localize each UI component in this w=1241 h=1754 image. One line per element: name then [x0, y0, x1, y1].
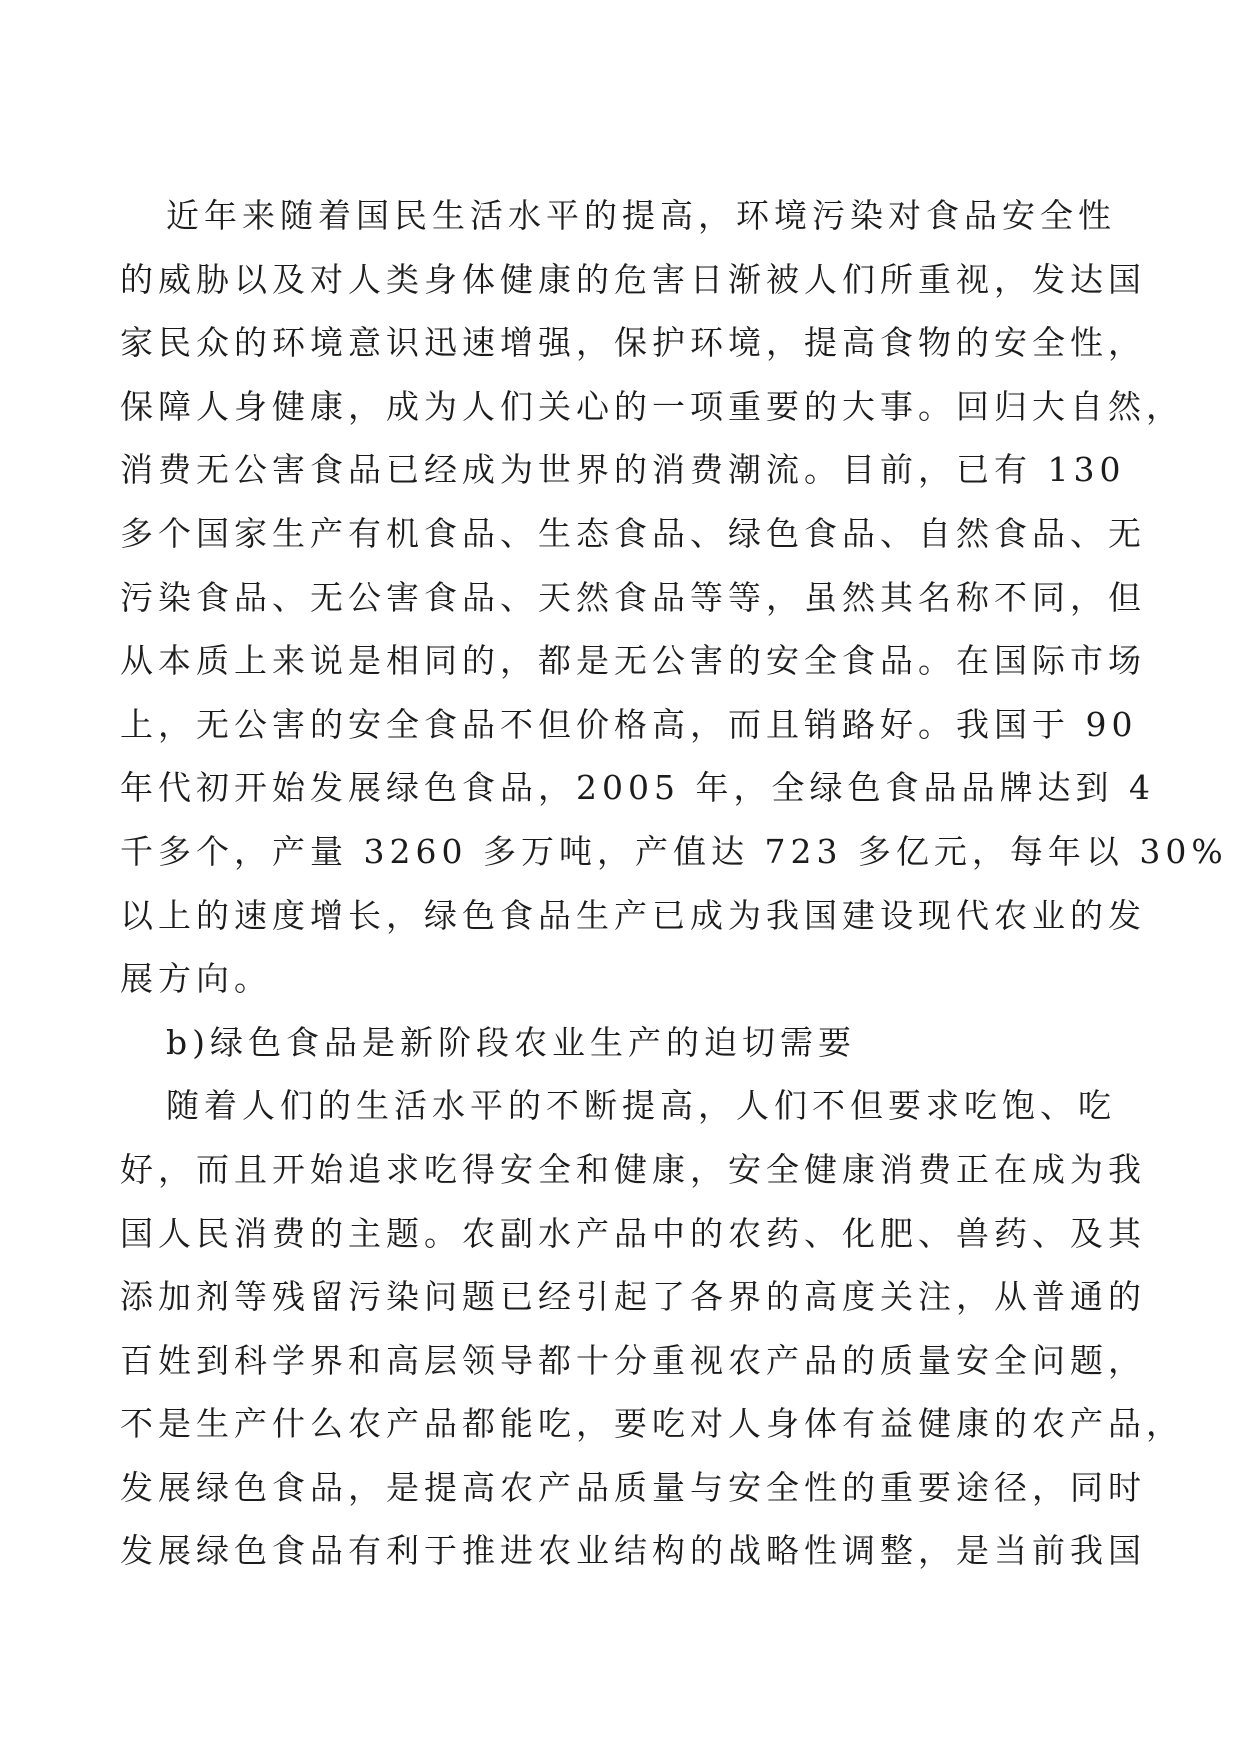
section-heading: b)绿色食品是新阶段农业生产的迫切需要: [166, 1022, 856, 1062]
text-line: 消费无公害食品已经成为世界的消费潮流。目前，已有 130: [120, 450, 1126, 490]
text-line: 添加剂等残留污染问题已经引起了各界的高度关注，从普通的: [120, 1277, 1146, 1317]
text-line: 上，无公害的安全食品不但价格高，而且销路好。我国于 90: [120, 704, 1138, 744]
text-line: 展方向。: [120, 959, 272, 999]
text-line: 国人民消费的主题。农副水产品中的农药、化肥、兽药、及其: [120, 1213, 1146, 1253]
text-line: 不是生产什么农产品都能吃，要吃对人身体有益健康的农产品，: [120, 1404, 1184, 1444]
document-body: [120, 184, 1228, 1583]
text-line: 家民众的环境意识迅速增强，保护环境，提高食物的安全性，: [120, 323, 1146, 363]
text-line: 年代初开始发展绿色食品，2005 年，全绿色食品品牌达到 4: [120, 768, 1155, 808]
text-line: 以上的速度增长，绿色食品生产已成为我国建设现代农业的发: [120, 895, 1146, 935]
text-line: 多个国家生产有机食品、生态食品、绿色食品、自然食品、无: [120, 513, 1146, 553]
text-line: 千多个，产量 3260 多万吨，产值达 723 多亿元，每年以 30%: [120, 831, 1228, 871]
text-line: 近年来随着国民生活水平的提高，环境污染对食品安全性: [166, 196, 1116, 235]
text-line: 发展绿色食品，是提高农产品质量与安全性的重要途径，同时: [120, 1467, 1146, 1507]
text-line: 随着人们的生活水平的不断提高，人们不但要求吃饱、吃: [166, 1086, 1116, 1126]
text-line: 好，而且开始追求吃得安全和健康，安全健康消费正在成为我: [120, 1149, 1146, 1189]
text-line: 污染食品、无公害食品、天然食品等等，虽然其名称不同，但: [120, 577, 1146, 617]
text-line: 的威胁以及对人类身体健康的危害日渐被人们所重视，发达国: [120, 259, 1146, 299]
text-line: 发展绿色食品有利于推进农业结构的战略性调整，是当前我国: [120, 1531, 1146, 1571]
text-line: 百姓到科学界和高层领导都十分重视农产品的质量安全问题，: [120, 1340, 1146, 1380]
text-line: 保障人身健康，成为人们关心的一项重要的大事。回归大自然，: [120, 386, 1184, 426]
text-line: 从本质上来说是相同的，都是无公害的安全食品。在国际市场: [120, 641, 1146, 681]
